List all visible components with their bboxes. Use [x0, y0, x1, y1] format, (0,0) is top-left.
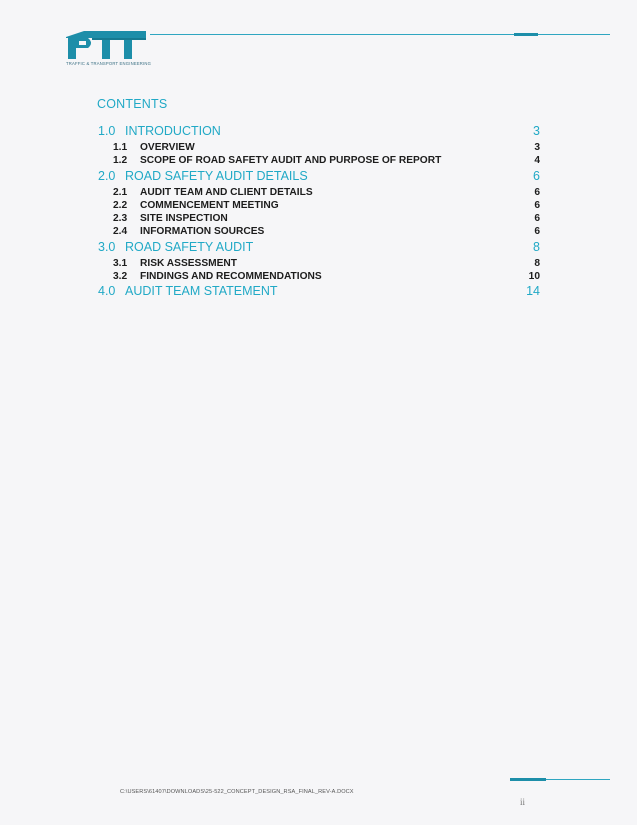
toc-subsection-entry[interactable] — [84, 258, 540, 271]
header-rule — [150, 34, 610, 35]
toc-entry-page: 6 — [534, 213, 540, 225]
toc-entry-title: SCOPE OF ROAD SAFETY AUDIT AND PURPOSE OF REPORT — [140, 155, 442, 167]
toc-section-entry[interactable] — [84, 240, 540, 258]
toc-entry-title: ROAD SAFETY AUDIT DETAILS — [125, 168, 308, 183]
toc-section-entry[interactable] — [84, 124, 540, 142]
toc-entry-title: OVERVIEW — [140, 142, 195, 153]
toc-subsection-entry[interactable] — [84, 187, 540, 200]
toc-subsection-entry[interactable] — [84, 155, 540, 168]
toc-entry-page: 8 — [534, 257, 540, 269]
footer-file-path: C:\USERS\61407\DOWNLOADS\25-522_CONCEPT_DESIGN_RSA_FINAL_REV-A.DOCX — [120, 789, 354, 795]
toc-entry-number: 1.1 — [113, 142, 128, 153]
toc-section-entry[interactable] — [84, 169, 540, 187]
toc-entry-page: 10 — [528, 271, 540, 283]
toc-subsection-entry[interactable] — [84, 213, 540, 226]
toc-entry-page: 14 — [526, 284, 540, 299]
toc-entry-title: AUDIT TEAM STATEMENT — [125, 284, 278, 299]
toc-entry-number: 2.3 — [113, 213, 128, 225]
toc-entry-page: 3 — [533, 124, 540, 138]
toc-entry-number: 3.2 — [113, 271, 128, 283]
toc-entry-title: FINDINGS AND RECOMMENDATIONS — [140, 271, 322, 283]
toc-subsection-entry[interactable] — [84, 226, 540, 239]
toc-entry-number: 3.0 — [98, 239, 116, 254]
toc-entry-number: 1.2 — [113, 155, 128, 167]
company-logo — [66, 31, 150, 69]
toc-entry-number: 1.0 — [98, 124, 116, 138]
toc-entry-number: 4.0 — [98, 284, 116, 299]
toc-entry-page: 6 — [534, 226, 540, 238]
toc-entry-page: 8 — [533, 239, 540, 254]
footer-rule-accent — [510, 778, 546, 781]
toc-entry-page: 6 — [533, 168, 540, 183]
toc-subsection-entry[interactable] — [84, 200, 540, 213]
logo-subtitle: TRAFFIC & TRANSPORT ENGINEERING — [66, 61, 152, 66]
toc-entry-title: SITE INSPECTION — [140, 213, 228, 225]
toc-subsection-entry[interactable] — [84, 271, 540, 284]
header-rule-accent — [514, 33, 538, 36]
toc-entry-number: 2.2 — [113, 199, 128, 211]
toc-entry-title: COMMENCEMENT MEETING — [140, 199, 279, 211]
toc-entry-title: AUDIT TEAM AND CLIENT DETAILS — [140, 186, 313, 198]
toc-entry-number: 2.1 — [113, 186, 128, 198]
toc-entry-number: 3.1 — [113, 257, 128, 269]
toc-entry-title: ROAD SAFETY AUDIT — [125, 239, 254, 254]
toc-subsection-entry[interactable] — [84, 142, 540, 155]
toc-entry-number: 2.0 — [98, 168, 116, 183]
toc-entry-number: 2.4 — [113, 226, 128, 238]
toc-entry-page: 6 — [534, 199, 540, 211]
toc-section-entry[interactable] — [84, 284, 540, 302]
toc-entry-page: 6 — [534, 186, 540, 198]
ptt-logo-icon — [66, 31, 146, 59]
table-of-contents — [84, 124, 540, 302]
toc-entry-page: 4 — [534, 155, 540, 167]
toc-entry-page: 3 — [534, 142, 540, 153]
page-number: ii — [520, 797, 526, 807]
contents-heading: CONTENTS — [97, 97, 168, 111]
toc-entry-title: INTRODUCTION — [125, 124, 221, 138]
toc-entry-title: RISK ASSESSMENT — [140, 257, 237, 269]
toc-entry-title: INFORMATION SOURCES — [140, 226, 265, 238]
